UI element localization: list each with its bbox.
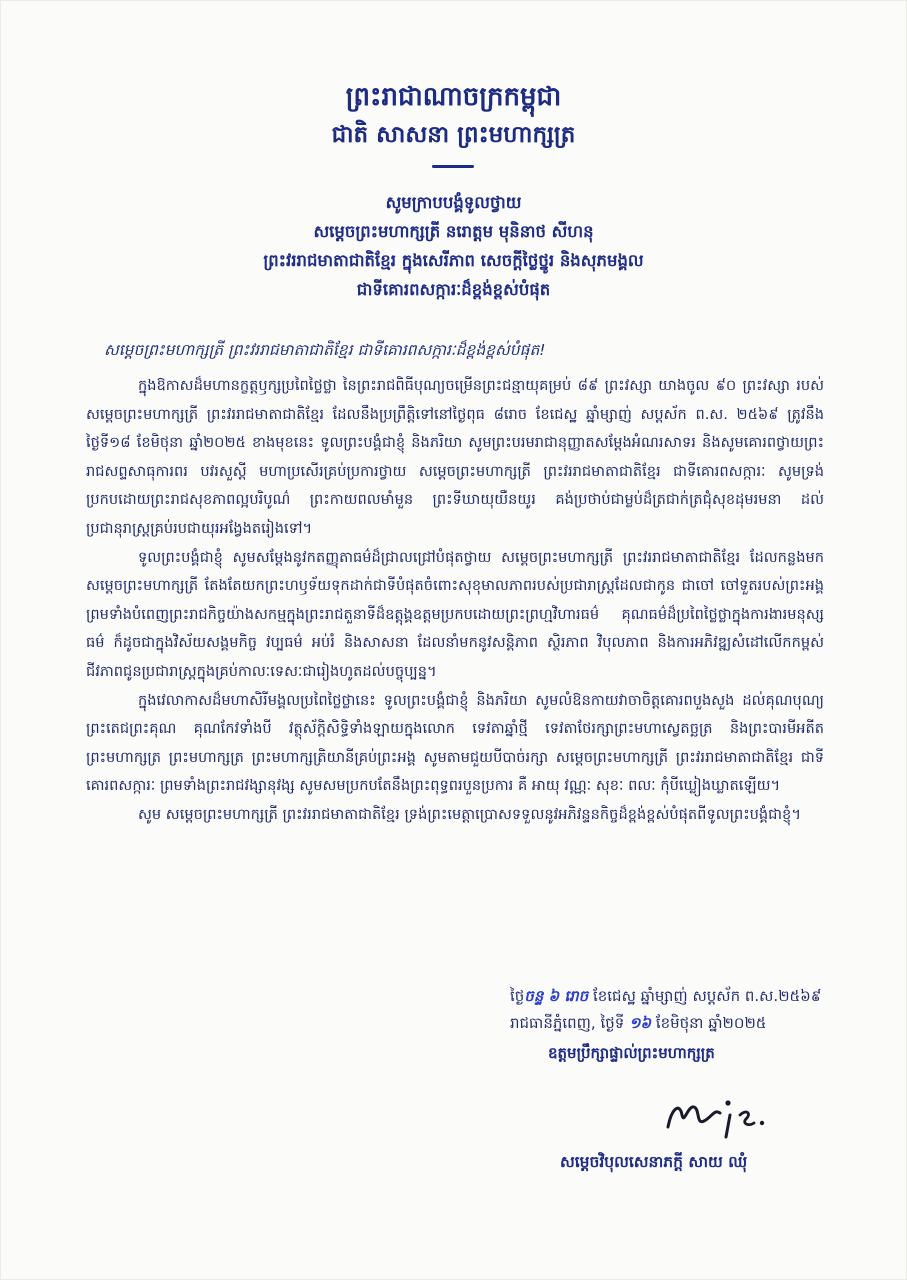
addressee-line-2: សម្ដេចព្រះមហាក្សត្រី នរោត្ដម មុនិនាថ សីហនុ <box>313 222 594 241</box>
addressee-block <box>120 188 787 304</box>
lunar-date-suffix: ខែជេស្ឋ ឆ្នាំម្សាញ់ សប្ដស័ក ព.ស.២៥៦៩ <box>593 987 822 1005</box>
national-motto: ជាតិ សាសនា ព្រះមហាក្សត្រ <box>331 122 576 148</box>
kingdom-title: ព្រះរាជាណាចក្រកម្ពុជា <box>345 82 562 112</box>
body-paragraph-4: សូម សម្ដេចព្រះមហាក្សត្រី ព្រះវររាជមាតាជាតិខ្មែរ ទ្រង់ព្រះមេត្ដាប្រោសទទួលនូវអភិវន្ទនកិច្ចដ៏ខ្ពង់ខ្ពស់បំផុតពីទូលព្រះបង្គំជាខ្ញុំ។ <box>138 805 801 823</box>
addressee-line-3: ព្រះវររាជមាតាជាតិខ្មែរ ក្នុងសេរីភាព សេចក្ដីថ្លៃថ្នូរ និងសុភមង្គល <box>263 251 644 270</box>
lunar-date-handwritten: ចន្ទ ៦ រោច <box>524 987 589 1005</box>
lunar-date <box>510 983 850 1010</box>
header-divider <box>432 165 474 168</box>
dateline <box>510 983 850 1037</box>
solar-date-prefix: រាជធានីភ្នំពេញ, ថ្ងៃទី <box>510 1014 625 1032</box>
body-paragraph-2: ទូលព្រះបង្គំជាខ្ញុំ សូមសម្ដែងនូវកតញ្ញុតាធម៌ដ៏ជ្រាលជ្រៅបំផុតថ្វាយ សម្ដេចព្រះមហាក្សត្រី ព្រះវររាជមាតាជាតិខ្មែរ ដែលកន្លងមក សម្ដេចព្រះមហាក្សត្រី តែងតែយកព្រះហឫទ័យទុកដាក់ជាទីបំផុតចំពោះសុខុមាលភាពរបស់ប្រជារាស្ដ្រដែលជាកូន ជាចៅ ចៅទួតរបស់ព្រះអង្គ ព្រមទាំងបំពេញព្រះរាជកិច្ចយ៉ាងសកម្មក្នុងព្រះរាជតួនាទីដ៏ឧត្ដុង្គឧត្ដមប្រកបដោយព្រះព្រហ្មវិហារធម៌ គុណធម៌ដ៏ប្រពៃថ្លៃថ្លាក្នុងការងារមនុស្សធម៌ ក៏ដូចជាក្នុងវិស័យសង្គមកិច្ច វប្បធម៌ អប់រំ និងសាសនា ដែលនាំមកនូវសន្ដិភាព ស្ថិរភាព វិបុលភាព និងការអភិវឌ្ឍសំដៅលើកកម្ពស់ជីវភាពជូនប្រជារាស្ដ្រក្នុងគ្រប់កាលៈទេសៈជារៀងហូតដល់បច្ចុប្បន្ន។ <box>86 548 824 680</box>
body-paragraph-3: ក្នុងវេលាកាសដ៏មហាសិរីមង្គលប្រពៃថ្លៃថ្លានេះ ទូលព្រះបង្គំជាខ្ញុំ និងភរិយា សូមលំឱនកាយវាចាចិត្តគោរពបួងសួង ដល់គុណបុណ្យព្រះតេជព្រះគុណ គុណកែវទាំងបី វត្ថុស័ក្ដិសិទ្ធិទាំងឡាយក្នុងលោក ទេវតាឆ្នាំថ្មី ទេវតាថែរក្សាព្រះមហាស្វេតច្ឆត្រ និងព្រះបារមីអតីតព្រះមហាក្សត្រ ព្រះមហាក្សត្រ ព្រះមហាក្សត្រិយានីគ្រប់ព្រះអង្គ សូមតាមជួយបីបាច់រក្សា សម្ដេចព្រះមហាក្សត្រី ព្រះវររាជមាតាជាតិខ្មែរ ជាទីគោរពសក្ការៈ ព្រមទាំងព្រះរាជវង្សានុវង្ស សូមសមប្រកបតែនឹងព្រះពុទ្ធពរបួនប្រការ គឺ អាយុ វណ្ណៈ សុខៈ ពលៈ កុំបីឃ្លៀងឃ្លាតឡើយ។ <box>86 691 824 795</box>
signer-name: សម្ដេចវិបុលសេនាភក្ដី សាយ ឈុំ <box>560 1153 748 1171</box>
lunar-date-prefix: ថ្ងៃ <box>510 987 525 1005</box>
solar-date-suffix: ខែមិថុនា ឆ្នាំ២០២៥ <box>655 1014 767 1032</box>
body-paragraph-1: ក្នុងឱកាសដ៏មហានក្ខត្តឫក្សប្រពៃថ្លៃថ្លា នៃព្រះរាជពិធីបុណ្យចម្រើនព្រះជន្មាយុគម្រប់ ៨៩ ព្រះវស្សា យាងចូល ៩០ ព្រះវស្សា របស់ សម្ដេចព្រះមហាក្សត្រី ព្រះវររាជមាតាជាតិខ្មែរ ដែលនឹងប្រព្រឹត្ដិទៅនៅថ្ងៃពុធ ៨រោច ខែជេស្ឋ ឆ្នាំម្សាញ់ សប្ដស័ក ព.ស. ២៥៦៩ ត្រូវនឹងថ្ងៃទី១៨ ខែមិថុនា ឆ្នាំ២០២៥ ខាងមុខនេះ ទូលព្រះបង្គំជាខ្ញុំ និងភរិយា សូមព្រះបរមរាជានុញ្ញាតសម្ដែងអំណរសាទរ និងសូមគោរពថ្វាយព្រះរាជសព្ទសាធុការពរ បវរសួស្ដី មហាប្រសើរគ្រប់ប្រការថ្វាយ សម្ដេចព្រះមហាក្សត្រី ព្រះវររាជមាតាជាតិខ្មែរ ជាទីគោរពសក្ការៈ សូមទ្រង់ប្រកបដោយព្រះរាជសុខភាពល្អបរិបូណ៌ ព្រះកាយពលមាំមួន ព្រះទីឃាយុយឺនយូរ គង់ប្រថាប់ជាម្លប់ដ៏ត្រជាក់ត្រជុំសុខដុមរមនា ដល់ប្រជានុរាស្ដ្រគ្រប់របជាយុរអង្វែងតរៀងទៅ។ <box>86 377 824 537</box>
solar-date <box>510 1010 850 1037</box>
signer-role: ឧត្ដមប្រឹក្សាផ្ទាល់ព្រះមហាក្សត្រ <box>548 1044 715 1062</box>
addressee-line-4: ជាទីគោរពសក្ការៈដ៏ខ្ពង់ខ្ពស់បំផុត <box>356 280 551 299</box>
addressee-line-1: សូមក្រាបបង្គំទូលថ្វាយ <box>385 193 522 212</box>
letter-body <box>86 372 824 830</box>
solar-date-handwritten: ១៦ <box>629 1014 652 1032</box>
salutation: សម្ដេចព្រះមហាក្សត្រី ព្រះវររាជមាតាជាតិខ្មែរ ជាទីគោរពសក្ការៈដ៏ខ្ពង់ខ្ពស់បំផុត! <box>104 341 546 359</box>
signature-image <box>660 1085 780 1145</box>
